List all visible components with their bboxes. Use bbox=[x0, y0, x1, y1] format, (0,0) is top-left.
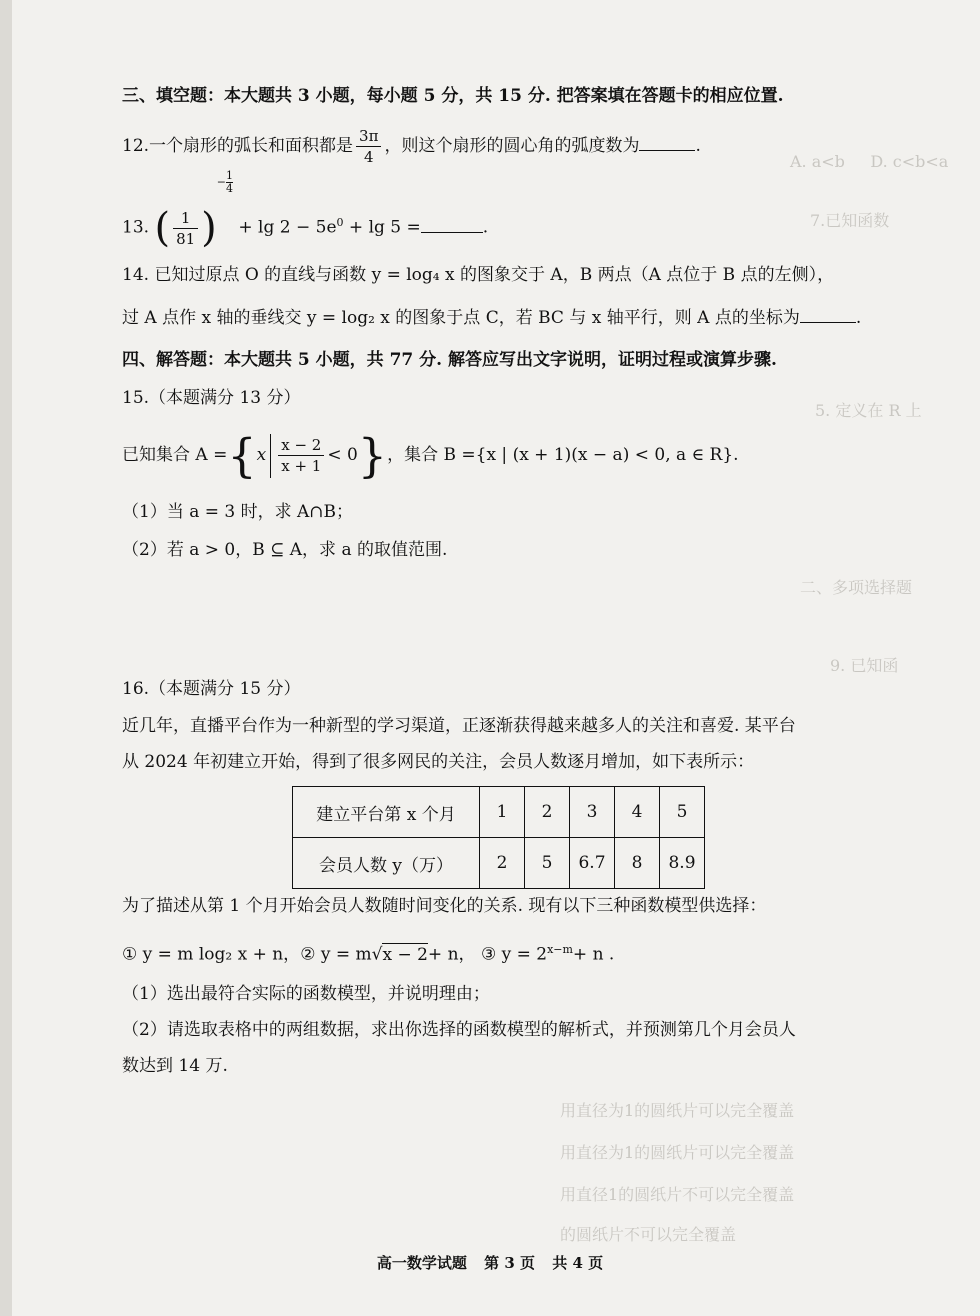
q16-model-2a: ② y = m bbox=[300, 944, 372, 965]
q15-mid: ，集合 B = bbox=[387, 445, 476, 465]
q15-title: 15.（本题满分 13 分） bbox=[122, 388, 301, 408]
q15-set-a-right-brace: } bbox=[357, 428, 388, 483]
q15-part-2: （2）若 a > 0，B ⊆ A，求 a 的取值范围. bbox=[122, 540, 448, 560]
q15-set-a-den: x + 1 bbox=[281, 457, 322, 475]
q13-frac-den: 81 bbox=[176, 229, 196, 248]
bleed-through-text: 7.已知函数 bbox=[810, 211, 890, 230]
q15-set-a-bar bbox=[270, 434, 271, 478]
q16-part-2a: （2）请选取表格中的两组数据，求出你选择的函数模型的解析式，并预测第几个月会员人 bbox=[122, 1020, 796, 1040]
q13-number: 13. bbox=[122, 217, 150, 238]
q12-frac-num: 3π bbox=[356, 126, 381, 147]
table-row-month bbox=[293, 787, 705, 838]
q12-number: 12. bbox=[122, 136, 150, 156]
q15-set-a-num: x − 2 bbox=[278, 435, 324, 456]
q13-frac-num: 1 bbox=[173, 208, 198, 229]
q13-e-exp: 0 bbox=[336, 216, 344, 229]
bleed-through-text: 9. 已知函 bbox=[830, 656, 899, 675]
footer-page: 第 3 页 bbox=[484, 1254, 535, 1272]
q13-fraction bbox=[173, 208, 198, 249]
question-13 bbox=[122, 169, 489, 263]
bleed-through-text: 用直径1的圆纸片不可以完全覆盖 bbox=[560, 1185, 795, 1204]
question-12 bbox=[122, 122, 701, 170]
q16-model-2-radicand: x − 2 bbox=[382, 944, 428, 965]
q15-set-a-left-brace: { bbox=[227, 428, 257, 483]
page-footer bbox=[0, 1252, 980, 1273]
footer-title: 高一数学试题 bbox=[376, 1254, 467, 1272]
q13-right-paren: ) bbox=[201, 205, 217, 252]
bleed-through-text: 用直径为1的圆纸片可以完全覆盖 bbox=[560, 1143, 795, 1162]
section-3-header: 三、填空题：本大题共 3 小题，每小题 5 分，共 15 分. 把答案填在答题卡的相应位置. bbox=[122, 86, 784, 106]
q15-sets bbox=[122, 428, 739, 483]
q16-model-2b: + n， bbox=[427, 944, 476, 965]
bleed-through-text: 的圆纸片不可以完全覆盖 bbox=[560, 1225, 737, 1244]
membership-table bbox=[292, 786, 705, 889]
table-row-members bbox=[293, 838, 705, 889]
q12-end: . bbox=[695, 136, 701, 156]
table-header-members: 会员人数 y（万） bbox=[293, 838, 480, 889]
q16-part-2b: 数达到 14 万. bbox=[122, 1056, 228, 1076]
q13-text: + lg 2 − 5e bbox=[238, 217, 337, 238]
q16-paragraph-1: 近几年，直播平台作为一种新型的学习渠道，正逐渐获得越来越多人的关注和喜爱. 某平台 bbox=[122, 716, 796, 736]
q12-answer-blank bbox=[639, 134, 695, 151]
table-cell: 5 bbox=[525, 838, 570, 889]
q16-paragraph-2: 从 2024 年初建立开始，得到了很多网民的关注，会员人数逐月增加，如下表所示： bbox=[122, 752, 755, 772]
q14-end: . bbox=[855, 308, 862, 328]
q12-fraction bbox=[356, 126, 381, 167]
q12-text-a: 一个扇形的弧长和面积都是 bbox=[149, 136, 354, 156]
q15-set-a-var: x bbox=[256, 445, 267, 465]
question-14-line-2 bbox=[122, 306, 861, 330]
q16-title: 16.（本题满分 15 分） bbox=[122, 679, 301, 699]
q15-set-a-cond: < 0 bbox=[327, 445, 358, 465]
q15-lead: 已知集合 A = bbox=[122, 445, 228, 465]
q13-exp-num: 1 bbox=[225, 169, 233, 182]
table-cell: 2 bbox=[480, 838, 525, 889]
q13-end: . bbox=[482, 217, 489, 238]
q15-part-1: （1）当 a = 3 时，求 A∩B； bbox=[122, 502, 354, 522]
q16-model-3a: ③ y = 2 bbox=[480, 944, 548, 965]
bleed-through-text: A. a<b D. c<b<a bbox=[790, 152, 949, 171]
bleed-through-text: 用直径为1的圆纸片可以完全覆盖 bbox=[560, 1101, 795, 1120]
q13-text2: + lg 5 = bbox=[348, 217, 421, 238]
q13-exp-sign: − bbox=[216, 175, 226, 189]
q16-model-1: ① y = m log₂ x + n， bbox=[122, 944, 301, 965]
page-edge-shadow bbox=[0, 0, 12, 1316]
question-14-line-1: 14. 已知过原点 O 的直线与函数 y = log₄ x 的图象交于 A，B 两点（A 点位于 B 点的左侧）， bbox=[122, 265, 835, 285]
q12-text-b: ，则这个扇形的圆心角的弧度数为 bbox=[384, 136, 640, 156]
q15-set-b: {x | (x + 1)(x − a) < 0, a ∈ R}. bbox=[475, 445, 739, 465]
q13-answer-blank bbox=[421, 216, 483, 233]
q13-left-paren: ( bbox=[154, 205, 171, 252]
q16-models bbox=[122, 938, 614, 967]
q16-model-3b: + n . bbox=[572, 944, 615, 965]
q14-answer-blank bbox=[800, 306, 856, 323]
footer-total: 共 4 页 bbox=[552, 1254, 604, 1272]
q12-frac-den: 4 bbox=[363, 148, 374, 166]
section-4-header: 四、解答题：本大题共 5 小题，共 77 分. 解答应写出文字说明，证明过程或演算步骤. bbox=[122, 350, 777, 370]
sqrt-icon: √ bbox=[371, 944, 383, 965]
table-cell: 5 bbox=[660, 787, 705, 838]
bleed-through-text: 二、多项选择题 bbox=[800, 578, 913, 597]
table-header-month: 建立平台第 x 个月 bbox=[293, 787, 480, 838]
table-cell: 2 bbox=[525, 787, 570, 838]
q16-paragraph-3: 为了描述从第 1 个月开始会员人数随时间变化的关系. 现有以下三种函数模型供选择： bbox=[122, 896, 767, 916]
q15-set-a-fraction bbox=[278, 435, 324, 476]
q16-model-3-exp: x−m bbox=[547, 943, 573, 956]
table-cell: 8 bbox=[615, 838, 660, 889]
q16-part-1: （1）选出最符合实际的函数模型，并说明理由； bbox=[122, 984, 490, 1004]
q13-exponent bbox=[217, 170, 233, 195]
bleed-through-text: 5. 定义在 R 上 bbox=[815, 401, 922, 420]
q13-exp-den: 4 bbox=[225, 182, 233, 195]
q14-line2-text: 过 A 点作 x 轴的垂线交 y = log₂ x 的图象于点 C，若 BC 与 x 轴平行，则 A 点的坐标为 bbox=[122, 308, 800, 328]
table-cell: 4 bbox=[615, 787, 660, 838]
table-cell: 1 bbox=[480, 787, 525, 838]
table-cell: 6.7 bbox=[570, 838, 615, 889]
table-cell: 8.9 bbox=[660, 838, 705, 889]
table-cell: 3 bbox=[570, 787, 615, 838]
